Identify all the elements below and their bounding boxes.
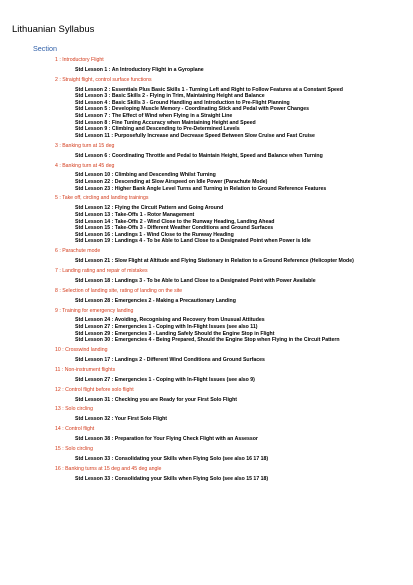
syllabus-section bbox=[55, 288, 407, 304]
lesson-item: Std Lesson 27 : Emergencies 1 - Coping with In-Flight Issues (see also 9) bbox=[75, 376, 255, 383]
lesson-item: Std Lesson 23 : Higher Bank Angle Level Turns and Turning in Relation to Ground Reference Features bbox=[75, 185, 327, 192]
lesson-item: Std Lesson 32 : Your First Solo Flight bbox=[75, 416, 168, 423]
lesson-item: Std Lesson 6 : Coordinating Throttle and Pedal to Maintain Height, Speed and Balance when Turning bbox=[75, 152, 323, 159]
lesson-item: Std Lesson 33 : Consolidating your Skills when Flying Solo (see also 16 17 18) bbox=[75, 455, 269, 462]
section-title: 14 : Control flight bbox=[55, 426, 95, 433]
lesson-item: Std Lesson 33 : Consolidating your Skills when Flying Solo (see also 15 17 18) bbox=[75, 475, 269, 482]
lesson-list bbox=[55, 205, 407, 245]
section-title: 2 : Straight flight, control surface functions bbox=[55, 76, 152, 83]
section-title: 12 : Control flight before solo flight bbox=[55, 386, 134, 393]
lesson-item: Std Lesson 13 : Take-Offs 1 - Rotor Management bbox=[75, 211, 195, 218]
lesson-item: Std Lesson 38 : Preparation for Your Flying Check Flight with an Assessor bbox=[75, 436, 258, 443]
section-title: 16 : Banking turns at 15 deg and 45 deg angle bbox=[55, 465, 162, 472]
section-title: 8 : Selection of landing site, rating of landing on the site bbox=[55, 287, 183, 294]
page-title: Lithuanian Syllabus bbox=[12, 24, 95, 35]
syllabus-section bbox=[55, 195, 407, 244]
syllabus-section bbox=[55, 77, 407, 140]
section-title: 10 : Crosswind landing bbox=[55, 347, 108, 354]
syllabus-section bbox=[55, 347, 407, 363]
lesson-list bbox=[55, 397, 407, 404]
section-title: 13 : Solo circling bbox=[55, 406, 94, 413]
syllabus-section bbox=[55, 308, 407, 344]
lesson-list bbox=[55, 317, 407, 343]
lesson-item: Std Lesson 2 : Essentials Plus Basic Skills 1 - Turning Left and Right to Follow Features at a Constant Speed bbox=[75, 86, 343, 93]
section-title: 11 : Non-instrument flights bbox=[55, 366, 116, 373]
lesson-item: Std Lesson 15 : Take-Offs 3 - Different Weather Conditions and Ground Surfaces bbox=[75, 225, 274, 232]
lesson-list bbox=[55, 298, 407, 305]
section-title: 5 : Take off, circling and landing trainings bbox=[55, 195, 149, 202]
lesson-list bbox=[55, 153, 407, 160]
section-title: 15 : Solo circling bbox=[55, 446, 94, 453]
lesson-item: Std Lesson 11 : Purposefully Increase and Decrease Speed Between Slow Cruise and Fast Cruise bbox=[75, 132, 315, 139]
syllabus-section bbox=[55, 466, 407, 482]
lesson-list bbox=[55, 172, 407, 192]
lesson-list bbox=[55, 278, 407, 285]
lesson-item: Std Lesson 4 : Basic Skills 3 - Ground Handling and Introduction to Pre-Flight Planning bbox=[75, 99, 290, 106]
lesson-list bbox=[55, 456, 407, 463]
lesson-list bbox=[55, 67, 407, 74]
lesson-list bbox=[55, 87, 407, 140]
section-title: 7 : Landing rating and repair of mistakes bbox=[55, 268, 148, 274]
lesson-item: Std Lesson 19 : Landings 4 - To be Able to Land Close to a Designated Point when Power is Idle bbox=[75, 238, 311, 245]
syllabus-section bbox=[55, 163, 407, 193]
lesson-list bbox=[55, 476, 407, 483]
section-title: 1 : Introductory Flight bbox=[55, 57, 104, 63]
lesson-item: Std Lesson 31 : Checking you are Ready for your First Solo Flight bbox=[75, 396, 237, 403]
lesson-item: Std Lesson 10 : Climbing and Descending Whilst Turning bbox=[75, 172, 216, 179]
syllabus-section bbox=[55, 426, 407, 442]
lesson-item: Std Lesson 7 : The Effect of Wind when Flying in a Straight Line bbox=[75, 113, 233, 120]
syllabus-section bbox=[55, 446, 407, 462]
syllabus-section bbox=[55, 248, 407, 264]
syllabus-section bbox=[55, 387, 407, 403]
lesson-item: Std Lesson 24 : Avoiding, Recognising and Recovery from Unusual Attitudes bbox=[75, 317, 265, 324]
syllabus-section bbox=[55, 406, 407, 422]
section-title: 9 : Training for emergency landing bbox=[55, 307, 134, 314]
lesson-item: Std Lesson 1 : An Introductory Flight in a Gyroplane bbox=[75, 66, 204, 73]
lesson-item: Std Lesson 18 : Landings 3 - To be Able to Land Close to a Designated Point with Power Available bbox=[75, 277, 316, 284]
syllabus-section bbox=[55, 268, 407, 284]
lesson-item: Std Lesson 28 : Emergencies 2 - Making a Precautionary Landing bbox=[75, 297, 236, 304]
lesson-item: Std Lesson 17 : Landings 2 - Different Wind Conditions and Ground Surfaces bbox=[75, 357, 265, 364]
lesson-item: Std Lesson 9 : Climbing and Descending to Pre-Determined Levels bbox=[75, 126, 240, 133]
lesson-item: Std Lesson 8 : Fine Tuning Accuracy when Maintaining Height and Speed bbox=[75, 119, 256, 126]
lesson-item: Std Lesson 16 : Landings 1 - Wind Close to the Runway Heading bbox=[75, 231, 234, 238]
lesson-item: Std Lesson 5 : Developing Muscle Memory - Coordinating Stick and Pedal with Power Changes bbox=[75, 106, 310, 113]
lesson-list bbox=[55, 436, 407, 443]
syllabus-section bbox=[55, 143, 407, 159]
lesson-item: Std Lesson 22 : Descending at Slow Airspeed on Idle Power (Parachute Mode) bbox=[75, 178, 268, 185]
lesson-list bbox=[55, 357, 407, 364]
section-title: 6 : Parachute mode bbox=[55, 248, 101, 255]
syllabus-section bbox=[55, 57, 407, 73]
section-title: 3 : Banking turn at 15 deg bbox=[55, 142, 115, 149]
lesson-item: Std Lesson 3 : Basic Skills 2 - Flying in Trim, Maintaining Height and Balance bbox=[75, 93, 265, 100]
syllabus-list bbox=[55, 57, 407, 486]
lesson-item: Std Lesson 12 : Flying the Circuit Pattern and Going Around bbox=[75, 205, 224, 212]
lesson-list bbox=[55, 416, 407, 423]
section-heading: Section bbox=[33, 44, 57, 53]
lesson-item: Std Lesson 21 : Slow Flight at Altitude and Flying Stationary in Relation to a Ground Reference (Helicopter Mode) bbox=[75, 258, 354, 265]
syllabus-section bbox=[55, 367, 407, 383]
lesson-list bbox=[55, 377, 407, 384]
lesson-item: Std Lesson 14 : Take-Offs 2 - Wind Close to the Runway Heading, Landing Ahead bbox=[75, 218, 275, 225]
lesson-item: Std Lesson 27 : Emergencies 1 - Coping with In-Flight Issues (see also 11) bbox=[75, 324, 258, 331]
section-title: 4 : Banking turn at 45 deg bbox=[55, 162, 115, 169]
lesson-item: Std Lesson 29 : Emergencies 3 - Landing Safely Should the Engine Stop in Flight bbox=[75, 330, 275, 337]
lesson-item: Std Lesson 30 : Emergencies 4 - Being Prepared, Should the Engine Stop when Flying in the Circuit Pattern bbox=[75, 337, 340, 344]
lesson-list bbox=[55, 258, 407, 265]
